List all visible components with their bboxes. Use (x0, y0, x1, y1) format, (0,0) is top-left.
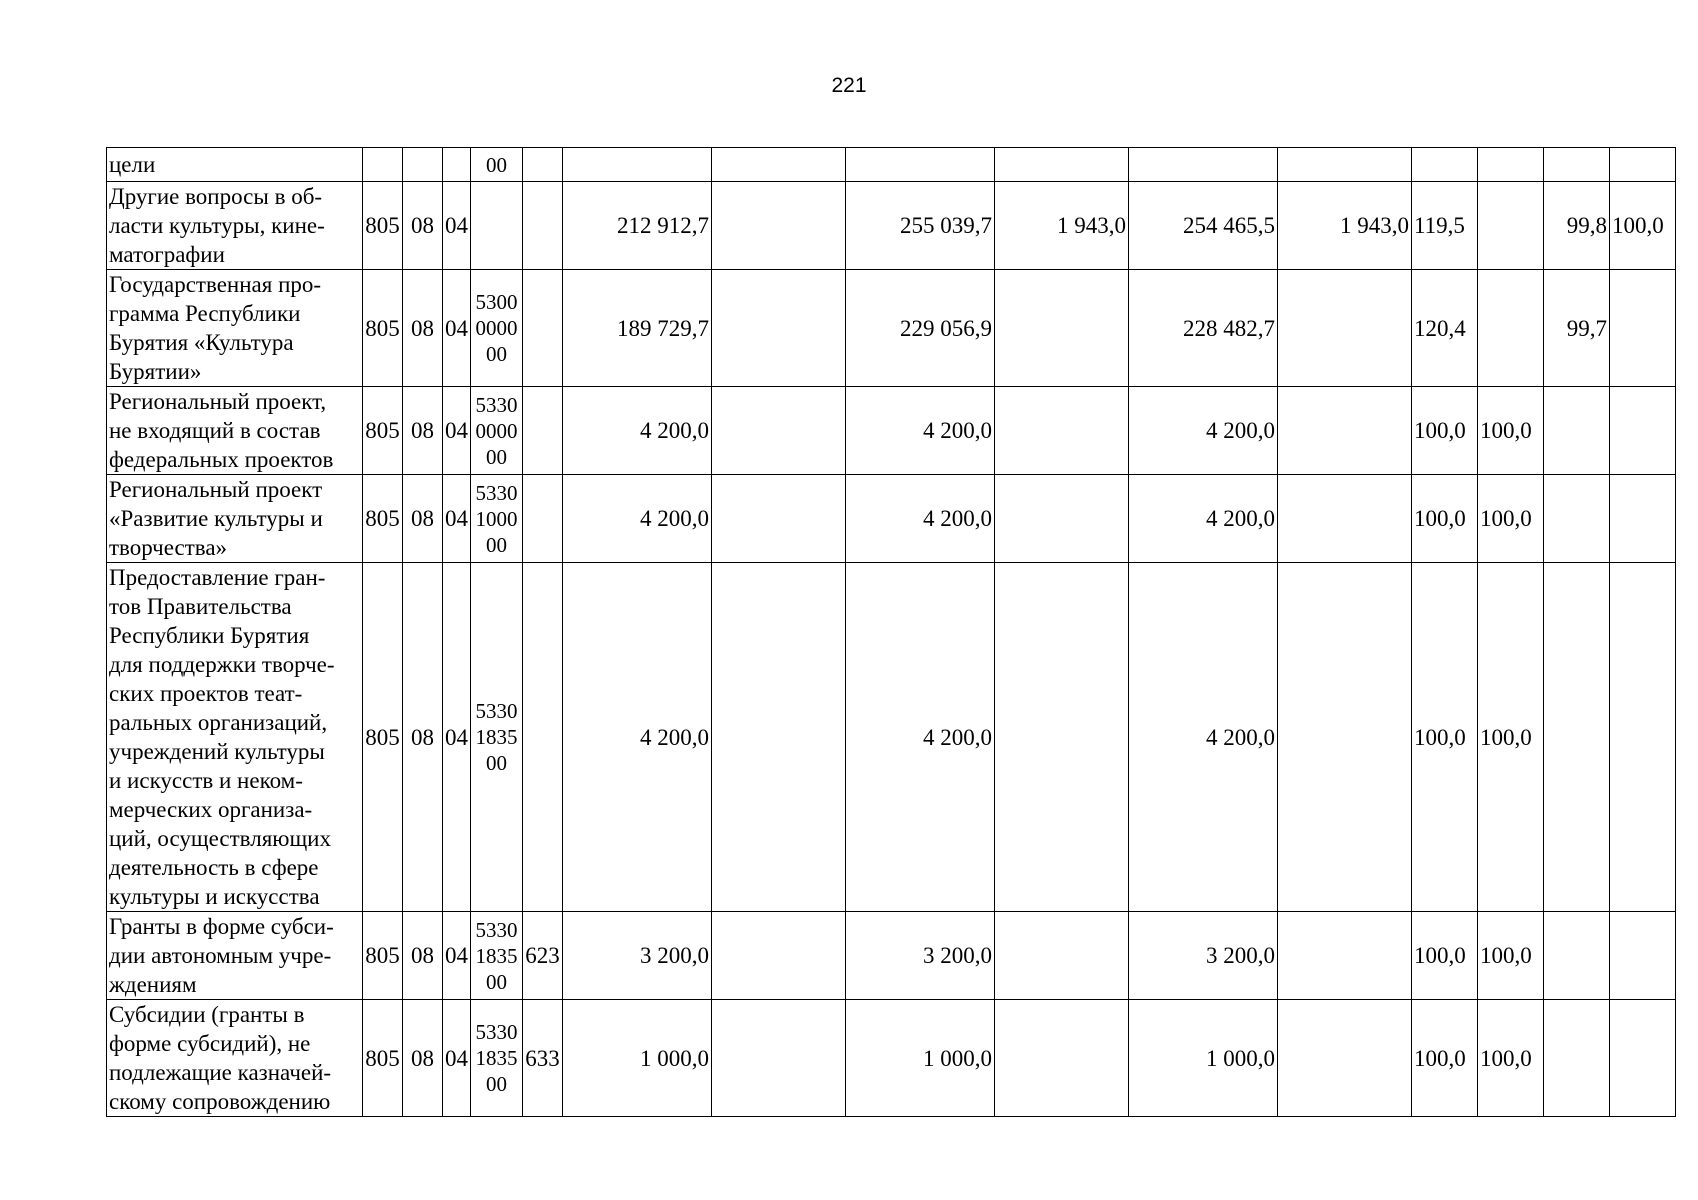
expense-type-cell: 633 (523, 1000, 563, 1117)
amount-approved-federal-cell (712, 182, 846, 270)
table-row (107, 563, 1676, 912)
section-code-cell: 08 (403, 182, 443, 270)
subsection-code-cell: 04 (443, 475, 471, 563)
item-name-line: дии автономным учре- (109, 943, 332, 968)
amount-planned-cell: 255 039,7 (846, 182, 995, 270)
item-name-cell (107, 475, 363, 563)
target-article-line: 00 (486, 969, 507, 994)
amount-executed-federal-cell (1278, 475, 1412, 563)
item-name-cell (107, 1000, 363, 1117)
section-code-cell: 08 (403, 270, 443, 387)
subsection-code-cell: 04 (443, 912, 471, 1000)
percent-of-approved-federal-cell (1478, 182, 1544, 270)
amount-approved-cell: 3 200,0 (563, 912, 712, 1000)
item-name-line: цели (109, 152, 156, 177)
section-code-cell: 08 (403, 1000, 443, 1117)
percent-of-approved-cell: 100,0 (1412, 1000, 1478, 1117)
section-code-cell: 08 (403, 563, 443, 912)
subsection-code-cell: 04 (443, 563, 471, 912)
percent-of-planned-federal-cell (1610, 912, 1676, 1000)
expense-type-cell (523, 182, 563, 270)
section-code-cell: 08 (403, 475, 443, 563)
percent-of-planned-cell: 99,7 (1544, 270, 1610, 387)
item-name-line: матографии (109, 242, 225, 267)
target-article-line: 0000 (475, 418, 518, 443)
item-name-line: ждениям (109, 972, 197, 997)
section-code-cell (403, 148, 443, 182)
amount-executed-federal-cell (1278, 270, 1412, 387)
ved-code-cell: 805 (363, 270, 403, 387)
percent-of-approved-cell (1412, 148, 1478, 182)
target-article-line: 1000 (475, 506, 518, 531)
amount-approved-federal-cell (712, 270, 846, 387)
percent-of-planned-federal-cell (1610, 387, 1676, 475)
subsection-code-cell: 04 (443, 182, 471, 270)
item-name-line: Государственная про- (109, 272, 322, 297)
target-article-line: 00 (486, 1072, 507, 1096)
target-article-line: 1835 (475, 725, 518, 749)
table-row (107, 148, 1676, 182)
target-article-cell (471, 1000, 523, 1117)
ved-code-cell: 805 (363, 1000, 403, 1117)
ved-code-cell: 805 (363, 182, 403, 270)
amount-executed-federal-cell (1278, 912, 1412, 1000)
item-name-line: деятельность в сфере (109, 855, 319, 880)
amount-executed-federal-cell (1278, 563, 1412, 912)
percent-of-approved-federal-cell: 100,0 (1478, 912, 1544, 1000)
percent-of-approved-cell: 100,0 (1412, 912, 1478, 1000)
table-row (107, 270, 1676, 387)
table-row (107, 912, 1676, 1000)
target-article-line: 00 (486, 152, 507, 177)
section-code-cell: 08 (403, 912, 443, 1000)
table-row (107, 475, 1676, 563)
amount-planned-federal-cell (995, 912, 1129, 1000)
item-name-line: федеральных проектов (109, 447, 334, 472)
expense-type-cell (523, 270, 563, 387)
amount-executed-cell: 1 000,0 (1129, 1000, 1278, 1117)
item-name-cell (107, 912, 363, 1000)
amount-approved-cell: 212 912,7 (563, 182, 712, 270)
item-name-cell (107, 563, 363, 912)
amount-planned-cell: 4 200,0 (846, 475, 995, 563)
amount-approved-federal-cell (712, 387, 846, 475)
target-article-line: 00 (486, 444, 507, 469)
target-article-line: 00 (486, 342, 507, 366)
expense-type-cell (523, 387, 563, 475)
item-name-line: ральных организаций, (109, 710, 328, 735)
item-name-line: подлежащие казначей- (109, 1060, 332, 1085)
percent-of-approved-federal-cell: 100,0 (1478, 475, 1544, 563)
percent-of-planned-federal-cell (1610, 475, 1676, 563)
amount-approved-federal-cell (712, 912, 846, 1000)
ved-code-cell: 805 (363, 387, 403, 475)
amount-planned-cell: 3 200,0 (846, 912, 995, 1000)
item-name-line: Бурятия «Культура (109, 330, 294, 355)
table-row (107, 387, 1676, 475)
amount-planned-federal-cell: 1 943,0 (995, 182, 1129, 270)
target-article-cell (471, 182, 523, 270)
percent-of-planned-federal-cell (1610, 563, 1676, 912)
amount-planned-federal-cell (995, 270, 1129, 387)
percent-of-approved-federal-cell: 100,0 (1478, 1000, 1544, 1117)
item-name-line: Другие вопросы в об- (109, 184, 323, 209)
amount-approved-cell: 4 200,0 (563, 563, 712, 912)
subsection-code-cell: 04 (443, 387, 471, 475)
target-article-cell (471, 148, 523, 182)
amount-executed-federal-cell (1278, 1000, 1412, 1117)
table-body (107, 148, 1676, 1117)
amount-executed-cell: 228 482,7 (1129, 270, 1278, 387)
percent-of-approved-cell: 100,0 (1412, 563, 1478, 912)
item-name-line: ских проектов теат- (109, 681, 303, 706)
target-article-cell (471, 475, 523, 563)
item-name-cell (107, 182, 363, 270)
percent-of-planned-cell (1544, 1000, 1610, 1117)
amount-executed-federal-cell: 1 943,0 (1278, 182, 1412, 270)
percent-of-approved-federal-cell: 100,0 (1478, 387, 1544, 475)
item-name-line: Республики Бурятия (109, 623, 310, 648)
item-name-line: Бурятии» (109, 359, 202, 384)
target-article-cell (471, 912, 523, 1000)
item-name-line: форме субсидий), не (109, 1031, 311, 1056)
amount-approved-cell: 189 729,7 (563, 270, 712, 387)
item-name-line: скому сопровождению (109, 1089, 331, 1114)
item-name-line: культуры и искусства (109, 884, 320, 909)
amount-approved-federal-cell (712, 475, 846, 563)
target-article-line: 0000 (475, 316, 518, 340)
expense-type-cell (523, 148, 563, 182)
amount-approved-cell: 4 200,0 (563, 387, 712, 475)
target-article-line: 5330 (475, 1020, 518, 1044)
item-name-line: для поддержки творче- (109, 652, 335, 677)
amount-planned-federal-cell (995, 1000, 1129, 1117)
amount-planned-cell: 4 200,0 (846, 563, 995, 912)
percent-of-planned-cell (1544, 148, 1610, 182)
percent-of-approved-cell: 100,0 (1412, 475, 1478, 563)
item-name-line: творчества» (109, 535, 228, 560)
percent-of-approved-cell: 100,0 (1412, 387, 1478, 475)
amount-executed-cell: 4 200,0 (1129, 475, 1278, 563)
item-name-line: мерческих организа- (109, 797, 313, 822)
percent-of-planned-cell (1544, 563, 1610, 912)
percent-of-planned-federal-cell (1610, 270, 1676, 387)
item-name-line: грамма Республики (109, 301, 301, 326)
expense-type-cell (523, 563, 563, 912)
amount-executed-federal-cell (1278, 387, 1412, 475)
subsection-code-cell: 04 (443, 1000, 471, 1117)
percent-of-approved-federal-cell (1478, 270, 1544, 387)
target-article-line: 5330 (475, 917, 518, 942)
item-name-line: учреждений культуры (109, 739, 325, 764)
item-name-cell (107, 387, 363, 475)
item-name-line: не входящий в состав (109, 418, 321, 443)
target-article-line: 1835 (475, 1046, 518, 1070)
percent-of-approved-federal-cell: 100,0 (1478, 563, 1544, 912)
amount-executed-cell: 254 465,5 (1129, 182, 1278, 270)
item-name-line: ций, осуществляющих (109, 826, 331, 851)
amount-planned-federal-cell (995, 475, 1129, 563)
amount-approved-cell (563, 148, 712, 182)
percent-of-planned-cell (1544, 475, 1610, 563)
item-name-line: «Развитие культуры и (109, 506, 323, 531)
item-name-cell (107, 148, 363, 182)
percent-of-planned-cell (1544, 912, 1610, 1000)
ved-code-cell: 805 (363, 475, 403, 563)
amount-planned-cell: 229 056,9 (846, 270, 995, 387)
budget-table (106, 147, 1676, 1117)
amount-planned-cell: 4 200,0 (846, 387, 995, 475)
item-name-cell (107, 270, 363, 387)
amount-approved-federal-cell (712, 148, 846, 182)
target-article-line: 5300 (475, 290, 518, 314)
amount-executed-cell: 4 200,0 (1129, 387, 1278, 475)
percent-of-planned-federal-cell (1610, 1000, 1676, 1117)
item-name-line: Гранты в форме субси- (109, 914, 334, 939)
target-article-line: 5330 (475, 392, 518, 417)
amount-planned-federal-cell (995, 387, 1129, 475)
amount-approved-federal-cell (712, 563, 846, 912)
table-row (107, 182, 1676, 270)
expense-type-cell: 623 (523, 912, 563, 1000)
ved-code-cell: 805 (363, 563, 403, 912)
section-code-cell: 08 (403, 387, 443, 475)
item-name-line: тов Правительства (109, 594, 292, 619)
item-name-line: ласти культуры, кине- (109, 213, 325, 238)
percent-of-planned-cell: 99,8 (1544, 182, 1610, 270)
page-number: 221 (831, 74, 867, 97)
target-article-line: 5330 (475, 480, 518, 505)
target-article-cell (471, 563, 523, 912)
amount-planned-federal-cell (995, 148, 1129, 182)
ved-code-cell: 805 (363, 912, 403, 1000)
percent-of-planned-federal-cell (1610, 148, 1676, 182)
amount-executed-cell (1129, 148, 1278, 182)
item-name-line: Субсидии (гранты в (109, 1002, 305, 1027)
amount-planned-federal-cell (995, 563, 1129, 912)
amount-planned-cell (846, 148, 995, 182)
percent-of-approved-cell: 119,5 (1412, 182, 1478, 270)
percent-of-approved-federal-cell (1478, 148, 1544, 182)
target-article-cell (471, 387, 523, 475)
amount-planned-cell: 1 000,0 (846, 1000, 995, 1117)
subsection-code-cell (443, 148, 471, 182)
expense-type-cell (523, 475, 563, 563)
amount-executed-cell: 3 200,0 (1129, 912, 1278, 1000)
amount-executed-cell: 4 200,0 (1129, 563, 1278, 912)
target-article-line: 00 (486, 532, 507, 557)
table-row (107, 1000, 1676, 1117)
target-article-line: 00 (486, 751, 507, 775)
item-name-line: Предоставление гран- (109, 565, 326, 590)
subsection-code-cell: 04 (443, 270, 471, 387)
amount-approved-federal-cell (712, 1000, 846, 1117)
item-name-line: Региональный проект (109, 477, 323, 502)
target-article-line: 5330 (475, 699, 518, 723)
item-name-line: Региональный проект, (109, 389, 327, 414)
item-name-line: и искусств и неком- (109, 768, 303, 793)
percent-of-planned-cell (1544, 387, 1610, 475)
percent-of-planned-federal-cell: 100,0 (1610, 182, 1676, 270)
ved-code-cell (363, 148, 403, 182)
target-article-line: 1835 (475, 943, 518, 968)
amount-approved-cell: 1 000,0 (563, 1000, 712, 1117)
percent-of-approved-cell: 120,4 (1412, 270, 1478, 387)
amount-approved-cell: 4 200,0 (563, 475, 712, 563)
amount-executed-federal-cell (1278, 148, 1412, 182)
target-article-cell (471, 270, 523, 387)
